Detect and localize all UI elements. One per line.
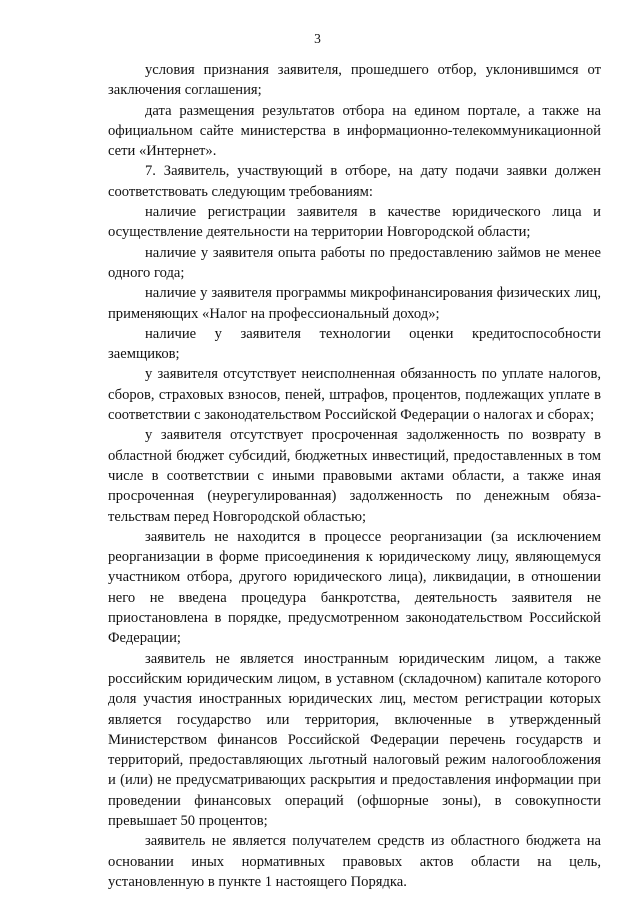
- paragraph-lending-experience: наличие у заявителя опыта работы по предоставлению займов не менее одного года;: [108, 244, 601, 281]
- paragraph-no-budget-arrears: у заявителя отсутствует просроченная задолженность по возврату в областной бюджет субсидий, бюджетных инвестиций, предоставленных в том числе в соответствии с иными правовыми актами области, а также иная просроченная (неурегулированная) задолженность по денежным обязательствам перед Новгородской областью;: [108, 427, 601, 525]
- paragraph-item-7-requirements: 7. Заявитель, участвующий в отборе, на дату подачи заявки должен соответствовать следующим требованиям:: [108, 163, 601, 200]
- paragraph-not-foreign-entity: заявитель не является иностранным юридическим лицом, а также российским юридическим лицом, в уставном (складочном) капитале которого доля участия иностранных юридических лиц, местом регистрации которых является государство или территория, включенные в утвержденный Министерством финансов Российской Федерации перечень государств и территорий, предоставляющих льготный налоговый режим налогообложения и (или) не предусматривающих раскрытия и предоставления информации при проведении финансовых операций (офшорные зоны), в совокупности превышает 50 процентов;: [108, 650, 601, 829]
- document-body: [108, 60, 601, 892]
- paragraph-not-other-recipient: заявитель не является получателем средств из областного бюджета на основании иных нормативных правовых актов области на цель, установленную в пункте 1 настоящего Порядка.: [108, 833, 601, 890]
- paragraph-no-tax-debt: у заявителя отсутствует неисполненная обязанность по уплате налогов, сборов, страховых взносов, пеней, штрафов, процентов, подлежащих уплате в соответствии с законодательством Российской Федерации о налогах и сборах;: [108, 366, 601, 424]
- paragraph-credit-assessment: наличие у заявителя технологии оценки кредитоспособности заемщиков;: [108, 325, 601, 363]
- paragraph-microfinance-program: наличие у заявителя программы микрофинансирования физических лиц, применяющих «Налог на профессиональный доход»;: [108, 285, 601, 322]
- page-number: 3: [314, 31, 321, 46]
- paragraph-results-publication: дата размещения результатов отбора на едином портале, а также на официальном сайте министерства в информационно-телекоммуникационной сети «Интернет».: [108, 102, 601, 160]
- paragraph-legal-entity-registration: наличие регистрации заявителя в качестве юридического лица и осуществление деятельности на территории Новгородской области;: [108, 204, 601, 241]
- paragraph-refusal-conditions: условия признания заявителя, прошедшего отбор, уклонившимся от заключения соглашения;: [108, 62, 601, 99]
- paragraph-no-reorganization: заявитель не находится в процессе реорганизации (за исключением реорганизации в форме присоединения к юридическому лицу, являющемуся участником отбора, другого юридического лица), ликвидации, в отношении него не введена процедура банкротства, деятельность заявителя не приостановлена в порядке, предусмотренном законодательством Российской Федерации;: [108, 528, 601, 647]
